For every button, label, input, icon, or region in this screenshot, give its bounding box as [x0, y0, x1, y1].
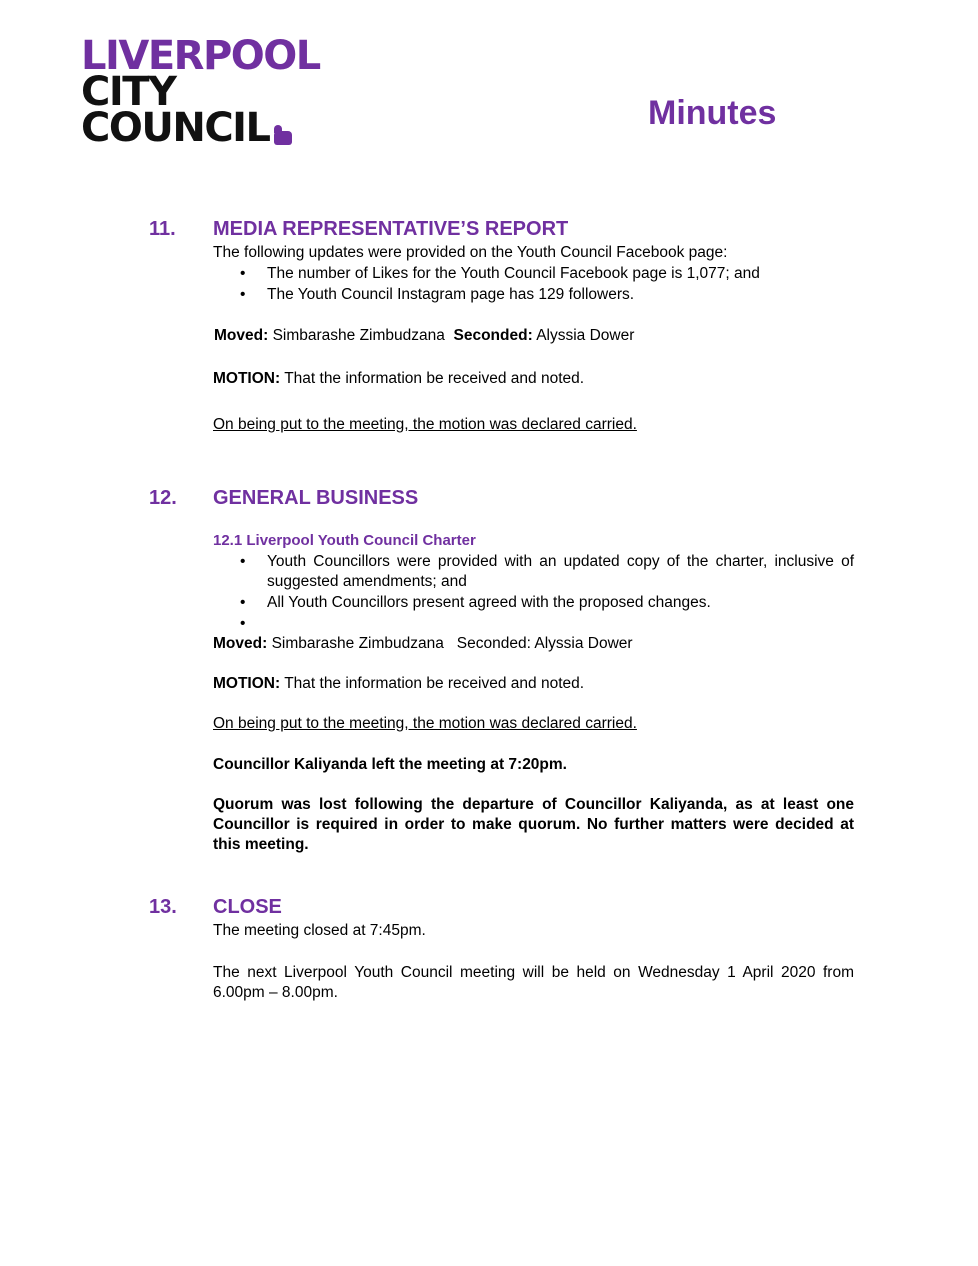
seconded-label: Seconded: — [453, 327, 533, 344]
section-13-number: 13. — [149, 896, 177, 918]
section-12-left-note: Councillor Kaliyanda left the meeting at 7:20pm. — [213, 756, 567, 773]
bullet-icon: • — [240, 265, 246, 282]
section-11-carried: On being put to the meeting, the motion was declared carried. — [213, 416, 637, 433]
section-11-intro: The following updates were provided on the Youth Council Facebook page: — [213, 244, 728, 261]
document-title: Minutes — [648, 94, 777, 132]
section-12-quorum-note: Quorum was lost following the departure of Councillor Kaliyanda, as at least one Councillor is required in order to make quorum. No further matters were decided at this meeting. — [213, 796, 854, 853]
seconded-value: Alyssia Dower — [536, 327, 635, 344]
section-13-title: CLOSE — [213, 896, 282, 918]
moved-label: Moved: — [213, 635, 268, 652]
section-13-closed: The meeting closed at 7:45pm. — [213, 922, 426, 939]
moved-value: Simbarashe Zimbudzana — [271, 635, 444, 652]
list-item-text: Youth Councillors were provided with an updated copy of the charter, inclusive of suggested amendments; and — [267, 553, 854, 590]
motion-label: MOTION: — [213, 370, 281, 387]
list-item-text: The Youth Council Instagram page has 129 followers. — [267, 286, 635, 303]
moved-label: Moved: — [214, 327, 269, 344]
bullet-icon: • — [240, 615, 246, 632]
motion-text: That the information be received and noted. — [284, 675, 585, 692]
logo-mark-icon — [274, 131, 292, 145]
logo-line-1: LIVERPOOL — [81, 33, 320, 79]
section-12-subheading: 12.1 Liverpool Youth Council Charter — [213, 532, 476, 549]
motion-text: That the information be received and noted. — [284, 370, 585, 387]
section-13-next-meeting: The next Liverpool Youth Council meeting will be held on Wednesday 1 April 2020 from 6.00pm – 8.00pm. — [213, 964, 854, 1001]
moved-value: Simbarashe Zimbudzana — [272, 327, 445, 344]
section-12-motion — [213, 674, 584, 694]
section-12-number: 12. — [149, 487, 177, 509]
council-logo — [81, 33, 320, 151]
section-12-title: GENERAL BUSINESS — [213, 487, 419, 509]
section-12-moved — [213, 634, 633, 654]
section-11-moved — [214, 326, 634, 346]
list-item — [240, 552, 854, 592]
seconded-text: Seconded: Alyssia Dower — [456, 635, 633, 652]
logo-line-2: CITY — [81, 69, 176, 115]
motion-label: MOTION: — [213, 675, 281, 692]
logo-line-3: COUNCIL — [81, 105, 270, 151]
bullet-icon: • — [240, 594, 246, 611]
section-11-motion — [213, 369, 584, 389]
bullet-icon: • — [240, 286, 246, 303]
section-11-number: 11. — [149, 218, 176, 240]
list-item-text: All Youth Councillors present agreed with the proposed changes. — [267, 594, 711, 611]
list-item — [240, 264, 854, 284]
list-item-text: The number of Likes for the Youth Council Facebook page is 1,077; and — [267, 265, 760, 282]
list-item — [240, 285, 854, 305]
list-item — [240, 593, 854, 613]
section-11-title: MEDIA REPRESENTATIVE’S REPORT — [213, 218, 569, 240]
section-12-carried: On being put to the meeting, the motion was declared carried. — [213, 715, 637, 732]
bullet-icon: • — [240, 553, 246, 570]
